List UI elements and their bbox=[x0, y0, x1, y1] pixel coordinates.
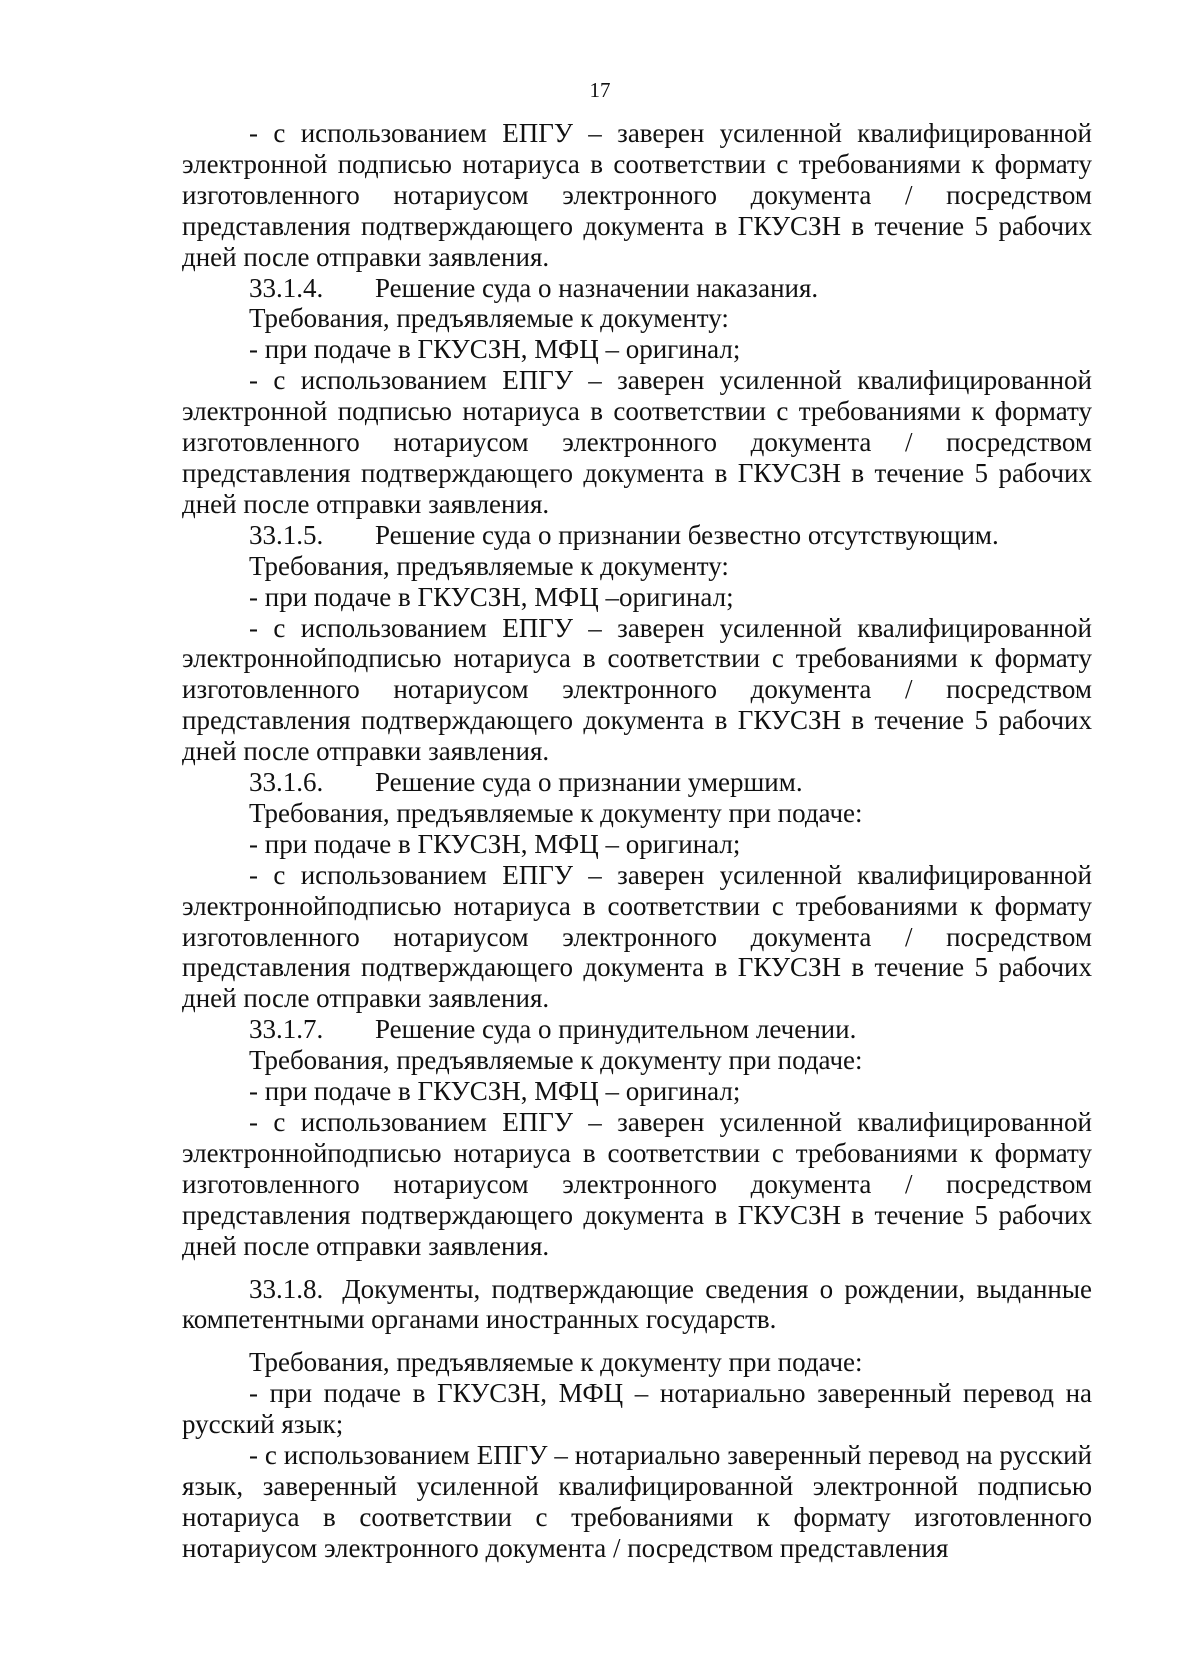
section-number: 33.1.6. bbox=[249, 767, 324, 798]
section-title: Решение суда о назначении наказания. bbox=[375, 272, 819, 303]
paragraph: Требования, предъявляемые к документу при подаче: bbox=[249, 1347, 863, 1378]
section-heading bbox=[182, 767, 1092, 798]
document-body bbox=[182, 118, 1092, 1564]
list-item: - при подаче в ГКУСЗН, МФЦ –оригинал; bbox=[249, 581, 734, 612]
list-item: - при подаче в ГКУСЗН, МФЦ – оригинал; bbox=[249, 828, 741, 859]
section-heading bbox=[182, 520, 1092, 551]
paragraph: Требования, предъявляемые к документу при подаче: bbox=[249, 797, 863, 828]
section-number: 33.1.7. bbox=[249, 1014, 324, 1045]
section-heading bbox=[182, 1014, 1092, 1045]
list-item: - с использованием ЕПГУ – заверен усиленной квалифицированной электроннойподписью нотариуса в соответствии с требованиями к формату изготовленного нотариусом электронного документа / посредством представления подтверждающего документа в ГКУСЗН в течение 5 рабочих дней после отправки заявления. bbox=[182, 1107, 1092, 1261]
list-item: - при подаче в ГКУСЗН, МФЦ – оригинал; bbox=[249, 334, 741, 365]
paragraph: Требования, предъявляемые к документу при подаче: bbox=[249, 1045, 863, 1076]
list-item: - с использованием ЕПГУ – нотариально заверенный перевод на русский язык, заверенный усиленной квалифицированной электронной подписью нотариуса в соответствии с требованиями к формату изготовленного нотариусом электронного документа / посредством представления bbox=[182, 1440, 1092, 1563]
page-number: 17 bbox=[589, 78, 611, 102]
section-number: 33.1.8. bbox=[249, 1273, 324, 1304]
list-item: - при подаче в ГКУСЗН, МФЦ – нотариально заверенный перевод на русский язык; bbox=[182, 1378, 1092, 1440]
section-number: 33.1.4. bbox=[249, 272, 324, 303]
section-heading bbox=[182, 273, 1092, 304]
list-item: - с использованием ЕПГУ – заверен усиленной квалифицированной электронной подписью нотариуса в соответствии с требованиями к формату изготовленного нотариусом электронного документа / посредством представления подтверждающего документа в ГКУСЗН в течение 5 рабочих дней после отправки заявления. bbox=[182, 365, 1092, 519]
section-title: Решение суда о признании безвестно отсутствующим. bbox=[375, 519, 999, 550]
paragraph: - с использованием ЕПГУ – заверен усиленной квалифицированной электронной подписью нотариуса в соответствии с требованиями к формату изготовленного нотариусом электронного документа / посредством представления подтверждающего документа в ГКУСЗН в течение 5 рабочих дней после отправки заявления. bbox=[182, 118, 1092, 272]
list-item: - при подаче в ГКУСЗН, МФЦ – оригинал; bbox=[249, 1076, 741, 1107]
list-item: - с использованием ЕПГУ – заверен усиленной квалифицированной электроннойподписью нотариуса в соответствии с требованиями к формату изготовленного нотариусом электронного документа / посредством представления подтверждающего документа в ГКУСЗН в течение 5 рабочих дней после отправки заявления. bbox=[182, 612, 1092, 767]
paragraph: Требования, предъявляемые к документу: bbox=[249, 303, 729, 334]
section-title: Документы, подтверждающие сведения о рождении, выданные компетентными органами иностранных государств. bbox=[182, 1273, 1092, 1335]
list-item: - с использованием ЕПГУ – заверен усиленной квалифицированной электроннойподписью нотариуса в соответствии с требованиями к формату изготовленного нотариусом электронного документа / посредством представления подтверждающего документа в ГКУСЗН в течение 5 рабочих дней после отправки заявления. bbox=[182, 859, 1092, 1014]
section-title: Решение суда о принудительном лечении. bbox=[375, 1014, 857, 1045]
paragraph: Требования, предъявляемые к документу: bbox=[249, 550, 729, 581]
section-title: Решение суда о признании умершим. bbox=[375, 767, 803, 798]
section-number: 33.1.5. bbox=[249, 519, 324, 550]
section-heading bbox=[182, 1274, 1092, 1336]
